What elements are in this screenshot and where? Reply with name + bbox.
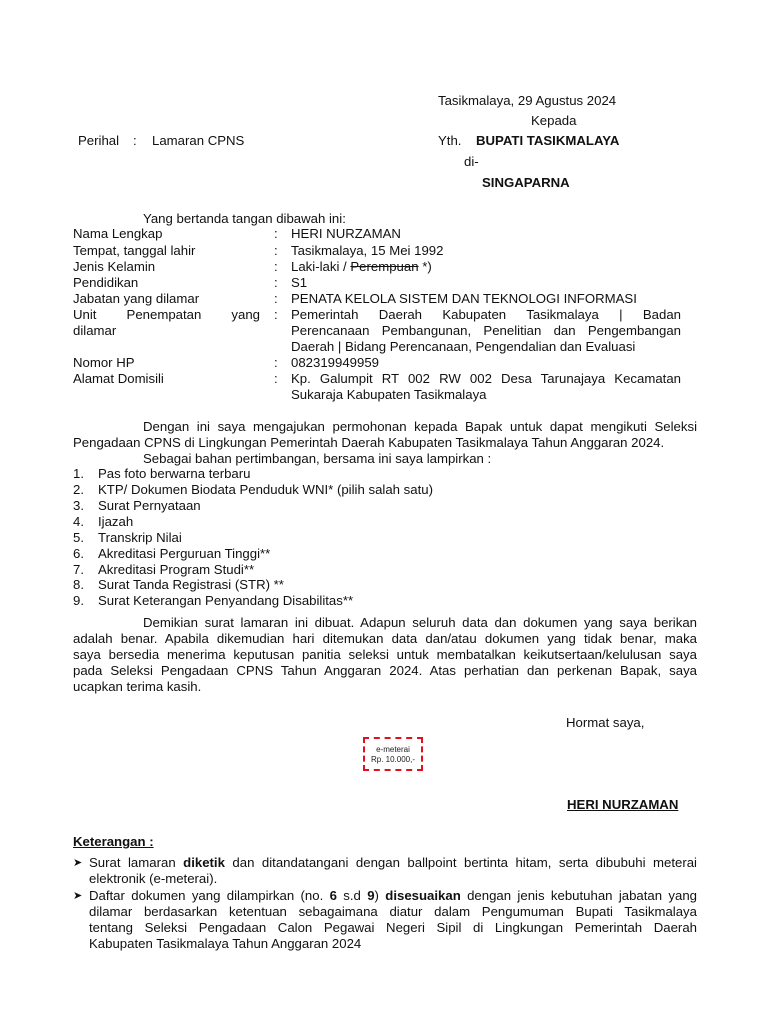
identity-row-address	[73, 371, 681, 403]
gender-option-male: Laki-laki /	[291, 259, 347, 274]
gender-value	[291, 259, 681, 275]
note2-bold: 6	[329, 888, 337, 903]
identity-row-name	[73, 226, 681, 242]
list-number: 1.	[73, 466, 84, 481]
signer-name: HERI NURZAMAN	[567, 797, 679, 812]
arrow-bullet-icon: ➤	[73, 857, 83, 869]
name-label: Nama Lengkap	[73, 226, 163, 241]
list-text: Surat Tanda Registrasi (STR) **	[98, 577, 284, 592]
education-value: S1	[291, 275, 308, 290]
unit-value-line2: Perencanaan Pembangunan, Penelitian dan Pengembangan	[291, 323, 681, 338]
list-number: 4.	[73, 514, 84, 529]
birth-value: Tasikmalaya, 15 Mei 1992	[291, 243, 444, 258]
application-paragraph	[73, 419, 697, 451]
unit-label-line1: Unit Penempatan yang	[73, 307, 260, 322]
gender-label: Jenis Kelamin	[73, 259, 156, 274]
list-number: 5.	[73, 530, 84, 545]
closing-line3: saya bersedia menerima keputusan panitia seleksi untuk membatalkan keikutsertaan/kelulusan saya	[73, 647, 697, 662]
meterai-label: e-meterai	[376, 745, 410, 754]
colon: :	[274, 307, 278, 322]
address-line2: Sukaraja Kabupaten Tasikmalaya	[291, 387, 487, 402]
identity-row-education	[73, 275, 681, 291]
unit-value	[291, 307, 681, 355]
identity-row-unit	[73, 307, 681, 355]
note2-part: s.d	[336, 888, 368, 903]
colon: :	[274, 226, 278, 241]
note2-line2: dilamar berdasarkan ketentuan sebagaimana diatur dalam Pengumuman Bupati Tasikmalaya	[89, 904, 697, 919]
list-number: 6.	[73, 546, 84, 561]
unit-value-line1: Pemerintah Daerah Kabupaten Tasikmalaya | Badan	[291, 307, 681, 322]
e-meterai-stamp	[363, 737, 423, 771]
letter-date: Tasikmalaya, 29 Agustus 2024	[438, 93, 617, 108]
note2-line1	[89, 888, 697, 904]
note1-line2: elektronik (e-meterai).	[89, 871, 218, 886]
unit-value-line3: Daerah | Bidang Perencanaan, Pengendalian dan Evaluasi	[291, 339, 636, 354]
list-text: KTP/ Dokumen Biodata Penduduk WNI* (pilih salah satu)	[98, 482, 433, 497]
attachments-intro: Sebagai bahan pertimbangan, bersama ini saya lampirkan :	[143, 451, 492, 466]
note2-part: Daftar dokumen yang dilampirkan (no.	[89, 888, 330, 903]
colon: :	[274, 243, 278, 258]
name-value: HERI NURZAMAN	[291, 226, 401, 241]
note1-part: dan ditandatangani dengan ballpoint bertinta hitam, serta dibubuhi meterai	[224, 855, 697, 870]
note1-text	[89, 855, 697, 887]
closing-paragraph	[73, 615, 697, 695]
address-value	[291, 371, 681, 403]
notes-title: Keterangan :	[73, 834, 154, 849]
identity-row-position	[73, 291, 681, 307]
address-label: Alamat Domisili	[73, 371, 164, 386]
recipient-city: SINGAPARNA	[482, 175, 570, 190]
address-line1: Kp. Galumpit RT 002 RW 002 Desa Tarunajaya Kecamatan	[291, 371, 681, 386]
list-number: 7.	[73, 562, 84, 577]
position-label: Jabatan yang dilamar	[73, 291, 200, 306]
identity-row-gender	[73, 259, 681, 275]
kepada-label: Kepada	[531, 113, 577, 128]
note1-line1	[89, 855, 697, 871]
list-text: Akreditasi Perguruan Tinggi**	[98, 546, 271, 561]
colon: :	[274, 355, 278, 370]
list-number: 2.	[73, 482, 84, 497]
colon: :	[274, 275, 278, 290]
list-number: 8.	[73, 577, 84, 592]
list-text: Surat Keterangan Penyandang Disabilitas**	[98, 593, 354, 608]
regards-text: Hormat saya,	[566, 715, 645, 730]
arrow-bullet-icon: ➤	[73, 890, 83, 902]
intro-text: Yang bertanda tangan dibawah ini:	[143, 211, 346, 226]
note2-text	[89, 888, 697, 952]
list-text: Transkrip Nilai	[98, 530, 182, 545]
list-number: 3.	[73, 498, 84, 513]
list-text: Ijazah	[98, 514, 134, 529]
perihal-value: Lamaran CPNS	[152, 133, 245, 148]
recipient-title: BUPATI TASIKMALAYA	[476, 133, 620, 148]
list-text: Surat Pernyataan	[98, 498, 201, 513]
closing-line4: pada Seleksi Pengadaan CPNS Tahun Anggaran 2024. Atas perhatian dan perkenan Bapak, saya	[73, 663, 697, 678]
note2-part: )	[374, 888, 386, 903]
gender-footnote-mark: *)	[422, 259, 432, 274]
di-label: di-	[464, 154, 479, 169]
colon: :	[274, 259, 278, 274]
phone-label: Nomor HP	[73, 355, 135, 370]
list-text: Pas foto berwarna terbaru	[98, 466, 251, 481]
closing-line5: ucapkan terima kasih.	[73, 679, 202, 694]
position-value: PENATA KELOLA SISTEM DAN TEKNOLOGI INFORMASI	[291, 291, 637, 306]
meterai-amount: Rp. 10.000,-	[370, 755, 416, 764]
unit-label-line2: dilamar	[73, 323, 117, 338]
list-text: Akreditasi Program Studi**	[98, 562, 255, 577]
note2-bold: 9	[367, 888, 375, 903]
closing-line1: Demikian surat lamaran ini dibuat. Adapun seluruh data dan dokumen yang saya berikan	[143, 615, 697, 630]
gender-option-female-struck: Perempuan	[350, 259, 419, 274]
education-label: Pendidikan	[73, 275, 139, 290]
list-number: 9.	[73, 593, 84, 608]
para1-line2: Pengadaan CPNS di Lingkungan Pemerintah Daerah Kabupaten Tasikmalaya Tahun Anggaran 2024.	[73, 435, 665, 450]
colon: :	[274, 291, 278, 306]
note2-line4: Kabupaten Tasikmalaya Tahun Anggaran 2024	[89, 936, 362, 951]
identity-row-phone	[73, 355, 681, 371]
note1-bold: diketik	[183, 855, 225, 870]
perihal-label: Perihal	[78, 133, 120, 148]
closing-line2: adalah benar. Apabila dikemudian hari ditemukan data dan/atau dokumen yang tidak benar, maka	[73, 631, 697, 646]
identity-row-birth	[73, 243, 681, 259]
perihal-colon: :	[133, 133, 137, 148]
note2-part: dengan jenis kebutuhan jabatan yang	[460, 888, 698, 903]
phone-value: 082319949959	[291, 355, 380, 370]
colon: :	[274, 371, 278, 386]
birth-label: Tempat, tanggal lahir	[73, 243, 196, 258]
yth-label: Yth.	[438, 133, 462, 148]
note1-part: Surat lamaran	[89, 855, 184, 870]
para1-line1: Dengan ini saya mengajukan permohonan kepada Bapak untuk dapat mengikuti Seleksi	[143, 419, 697, 434]
note2-bold: disesuaikan	[385, 888, 461, 903]
note2-line3: tentang Seleksi Pengadaan Calon Pegawai Negeri Sipil di Lingkungan Pemerintah Daerah	[89, 920, 697, 935]
